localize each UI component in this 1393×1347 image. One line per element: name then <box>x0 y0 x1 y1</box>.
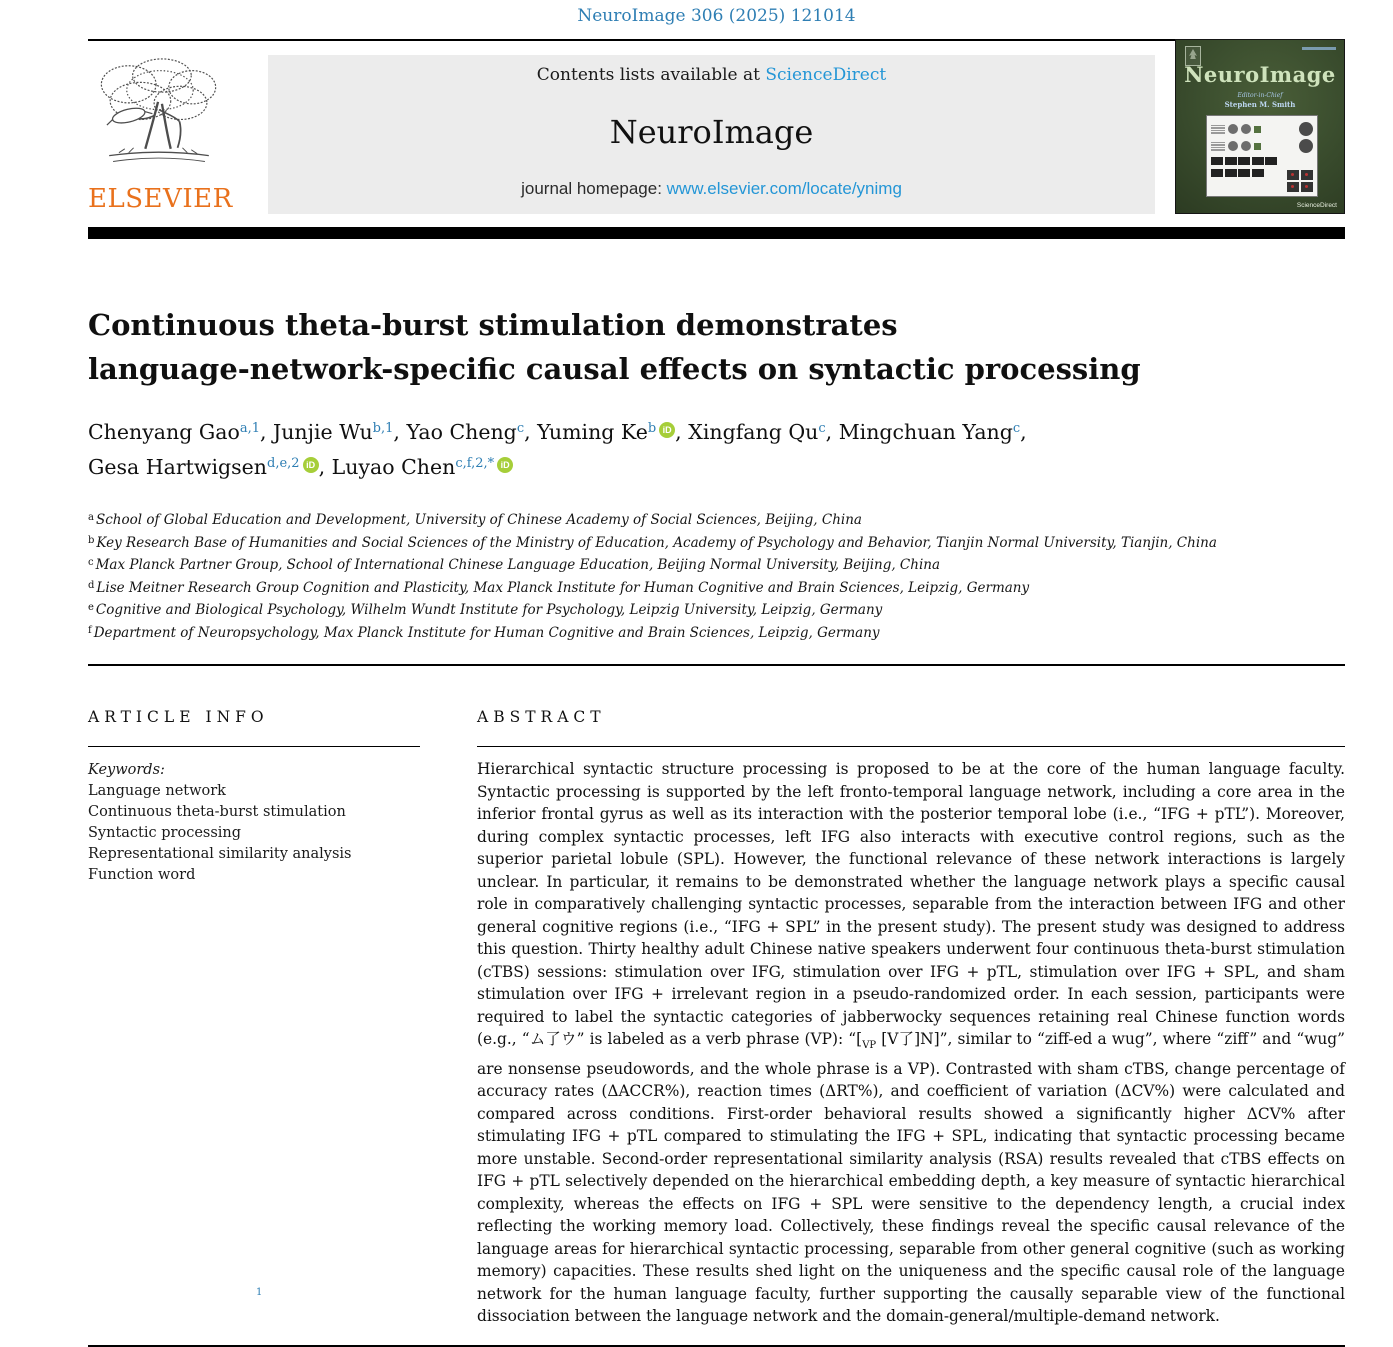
author-separator: , <box>318 455 332 479</box>
author-affil-sup[interactable]: b <box>647 421 657 436</box>
elsevier-tree-icon <box>88 55 230 182</box>
masthead-black-bar <box>88 227 1345 239</box>
author: Yuming Ke <box>537 420 648 444</box>
author-affil-sup[interactable]: c,f,2,* <box>455 456 495 471</box>
author-separator: , <box>524 420 538 444</box>
masthead-panel <box>268 55 1155 214</box>
orcid-icon[interactable]: iD <box>497 457 513 473</box>
cover-figure-square <box>1254 143 1261 150</box>
journal-cover-thumbnail <box>1175 39 1345 214</box>
homepage-url-link[interactable]: www.elsevier.com/locate/ynimg <box>666 179 902 198</box>
affiliation-sup: a <box>88 512 94 523</box>
page-bottom-rule <box>88 1345 1345 1347</box>
affiliation-sup: f <box>88 624 92 636</box>
cover-brain-icon <box>1299 122 1313 136</box>
cover-footer: ScienceDirect <box>1296 202 1337 209</box>
orcid-icon[interactable]: iD <box>659 422 675 438</box>
cover-figure-square <box>1254 126 1261 133</box>
affiliation <box>88 531 1345 554</box>
author-affil-sup[interactable]: c <box>516 421 525 436</box>
author: Yao Cheng <box>406 420 517 444</box>
journal-name: NeuroImage <box>609 113 814 151</box>
author-separator: , <box>393 420 407 444</box>
author: Chenyang Gao <box>88 420 240 444</box>
affiliation-text: Key Research Base of Humanities and Social Sciences of the Ministry of Education, Academy of Psychology and Behavior, Tianjin Normal University, Tianjin, China <box>96 534 1217 551</box>
keyword: Continuous theta-burst stimulation <box>88 804 346 820</box>
orcid-icon[interactable]: iD <box>303 457 319 473</box>
elsevier-logo <box>88 55 238 214</box>
affiliation-list <box>88 508 1345 643</box>
cover-scan-grid <box>1287 170 1313 192</box>
affiliation <box>88 553 1345 576</box>
homepage-line <box>521 179 902 199</box>
author-line <box>88 413 1345 448</box>
keyword: Function word <box>88 867 196 883</box>
cover-figure-dot <box>1228 141 1238 151</box>
affiliation-sup: e <box>88 602 94 613</box>
affiliation-text: Max Planck Partner Group, School of International Chinese Language Education, Beijing Normal University, Beijing, China <box>95 557 941 573</box>
affiliation <box>88 508 1345 531</box>
author: Mingchuan Yang <box>838 420 1013 444</box>
cover-brain-icon <box>1299 139 1313 153</box>
abstract-heading: ABSTRACT <box>477 708 606 726</box>
cover-figure-row <box>1211 139 1313 153</box>
cover-figure-panel <box>1206 115 1318 197</box>
cover-figure-row <box>1211 122 1313 136</box>
article-title <box>88 303 1345 391</box>
keyword: Language network <box>88 783 226 799</box>
author-separator: , <box>259 420 274 444</box>
keywords-label: Keywords: <box>88 762 165 778</box>
author-separator: , <box>675 420 689 444</box>
author-line <box>88 448 1345 483</box>
keyword: Syntactic processing <box>88 825 242 841</box>
affiliation-text: Lise Meitner Research Group Cognition and Plasticity, Max Planck Institute for Human Cognitive and Brain Sciences, Leipzig, Germany <box>96 579 1030 596</box>
info-abstract-columns <box>88 666 1345 1328</box>
author: Luyao Chen <box>331 455 456 479</box>
abstract-part2: [V了]N]”, similar to “ziff-ed a wug”, where “ziff” and “wug” are nonsense pseudowords, and the whole phrase is a VP). Contrasted with sham cTBS, change percentage of accuracy rates (ΔACCR%), reaction times (ΔRT%), and coefficient of variation (ΔCV%) were calculated and compared across conditions. First-order behavioral results showed a significantly higher ΔCV% after stimulating IFG + pTL compared to stimulating the IFG + SPL, indicating that syntactic processing became more unstable. Second-order representational similarity analysis (RSA) results revealed that cTBS effects on IFG + pTL selectively depended on the hierarchical embedding depth, a key measure of syntactic hierarchical complexity, whereas the effects on IFG + SPL were sensitive to the dependency length, a crucial index reflecting the working memory load. Collectively, these findings reveal the specific causal relevance of the language areas for hierarchical syntactic processing, separable from other general cognitive (such as working memory) capacities. These results shed light on the uniqueness and the specific causal role of the language network for the human language faculty, further supporting the causally separable view of the functional dissociation between the language network and the domain-general/multiple-demand network. <box>477 1030 1346 1326</box>
affiliation <box>88 621 1345 644</box>
contents-prefix: Contents lists available at <box>536 65 766 85</box>
abstract-text <box>477 747 1345 1328</box>
author: Gesa Hartwigsen <box>88 455 267 479</box>
abstract-column <box>477 666 1345 1328</box>
article-info-column <box>88 666 420 1328</box>
author-separator: , <box>1020 420 1027 444</box>
keywords-block <box>88 747 420 886</box>
author-list <box>88 413 1345 483</box>
affiliation-text: School of Global Education and Development, University of Chinese Academy of Social Sciences, Beijing, China <box>95 512 862 528</box>
affiliation-sup: b <box>88 534 95 546</box>
article-info-heading: ARTICLE INFO <box>88 708 269 726</box>
affiliation <box>88 598 1345 621</box>
homepage-prefix: journal homepage: <box>521 179 667 198</box>
cover-figure-bars <box>1211 125 1225 134</box>
masthead <box>88 55 1345 214</box>
article-title-line1: Continuous theta-burst stimulation demonstrates <box>88 308 898 342</box>
author-separator: , <box>825 420 839 444</box>
cover-editor-label: Editor-in-Chief <box>1237 92 1283 99</box>
elsevier-wordmark: ELSEVIER <box>88 184 233 214</box>
author: Junjie Wu <box>273 420 373 444</box>
footnote-marker: 1 <box>256 1287 263 1298</box>
author-affil-sup[interactable]: b,1 <box>372 421 394 436</box>
cover-figure-dot <box>1241 124 1251 134</box>
author-affil-sup[interactable]: c <box>818 421 826 436</box>
author-affil-sup[interactable]: d,e,2 <box>267 456 300 471</box>
affiliation-sup: c <box>88 557 94 568</box>
cover-figure-bars <box>1211 142 1225 151</box>
affiliation <box>88 576 1345 599</box>
cover-figure-dot <box>1241 141 1251 151</box>
author-affil-sup[interactable]: a,1 <box>239 421 260 436</box>
cover-journal-title: NeuroImage <box>1184 62 1336 87</box>
affiliation-sup: d <box>88 579 95 591</box>
contents-line <box>537 65 886 85</box>
sciencedirect-link[interactable]: ScienceDirect <box>765 65 887 85</box>
keyword: Representational similarity analysis <box>88 846 352 862</box>
cover-slice-strip <box>1211 157 1313 165</box>
affiliation-text: Cognitive and Biological Psychology, Wilhelm Wundt Institute for Psychology, Leipzig University, Leipzig, Germany <box>95 602 883 618</box>
abstract-part1: Hierarchical syntactic structure processing is proposed to be at the core of the human language faculty. Syntactic processing is supported by the left fronto-temporal language network, including a core area in the inferior frontal gyrus as well as its interaction with the posterior temporal lobe (i.e., “IFG + pTL”). Moreover, during complex syntactic processes, left IFG also interacts with executive control regions, such as the superior parietal lobule (SPL). However, the functional relevance of these network interactions is largely unclear. In particular, it remains to be demonstrated whether the language network plays a specific causal role in comparatively challenging syntactic processes, separable from the interaction between IFG and other general cognitive regions (i.e., “IFG + SPL” in the present study). The present study was designed to address this question. Thirty healthy adult Chinese native speakers underwent four continuous theta-burst stimulation (cTBS) sessions: stimulation over IFG, stimulation over IFG + pTL, stimulation over IFG + SPL, and sham stimulation over IFG + irrelevant region in a pseudo-randomized order. In each session, participants were required to label the syntactic categories of jabberwocky sequences retaining real Chinese function words (e.g., “ム了ウ” is labeled as a verb phrase (VP): “[ <box>477 760 1345 1048</box>
article-title-line2: language-network-specific causal effects on syntactic processing <box>88 352 1141 386</box>
affiliation-text: Department of Neuropsychology, Max Planck Institute for Human Cognitive and Brain Sciences, Leipzig, Germany <box>93 624 880 641</box>
cover-figure-dot <box>1228 124 1238 134</box>
top-rule <box>88 39 1345 41</box>
cover-editor-name: Stephen M. Smith <box>1224 100 1296 109</box>
abstract-subscript: VP <box>862 1040 877 1052</box>
author-affil-sup[interactable]: c <box>1012 421 1021 436</box>
cover-issn-decoration <box>1302 47 1336 50</box>
author: Xingfang Qu <box>688 420 819 444</box>
journal-citation-link[interactable]: NeuroImage 306 (2025) 121014 <box>577 6 856 26</box>
